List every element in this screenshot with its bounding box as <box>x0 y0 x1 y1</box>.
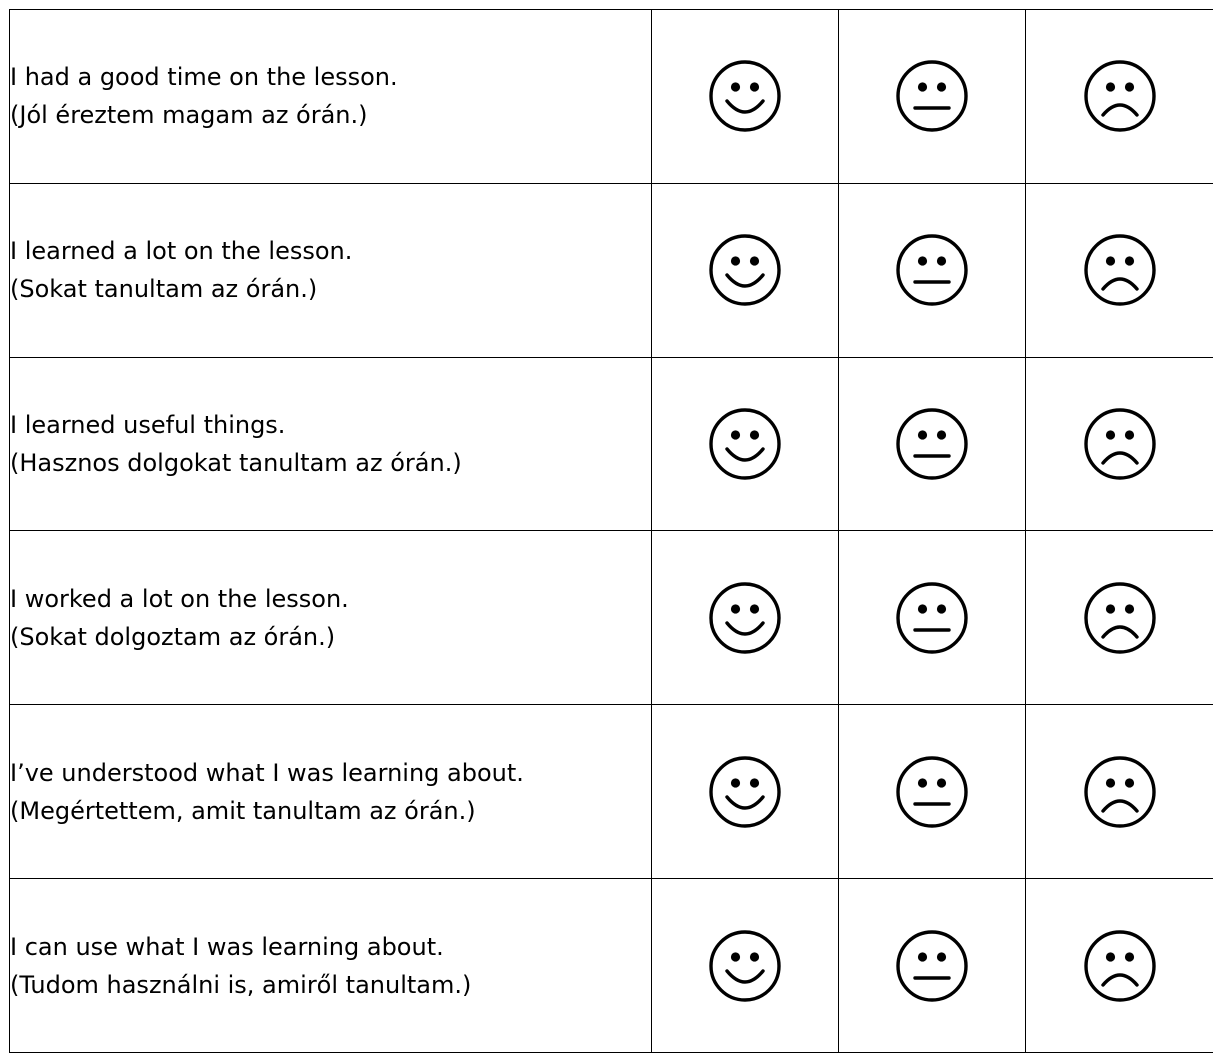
rating-cell-sad[interactable] <box>1026 879 1213 1053</box>
table-row <box>10 183 1213 357</box>
rating-cell-happy[interactable] <box>652 183 839 357</box>
statement-cell <box>10 357 652 531</box>
rating-cell-neutral[interactable] <box>839 183 1026 357</box>
rating-cell-neutral[interactable] <box>839 10 1026 184</box>
rating-cell-sad[interactable] <box>1026 531 1213 705</box>
rating-cell-neutral[interactable] <box>839 879 1026 1053</box>
feedback-sheet <box>9 9 1213 1053</box>
statement-cell <box>10 10 652 184</box>
smiley-face-icon <box>708 755 782 829</box>
table-row <box>10 357 1213 531</box>
rating-cell-happy[interactable] <box>652 531 839 705</box>
neutral-face-icon <box>895 929 969 1003</box>
statement-english: I had a good time on the lesson. <box>10 63 398 92</box>
sad-face-icon <box>1083 59 1157 133</box>
statement-english: I can use what I was learning about. <box>10 932 444 961</box>
rating-cell-happy[interactable] <box>652 10 839 184</box>
table-row <box>10 879 1213 1053</box>
neutral-face-icon <box>895 755 969 829</box>
smiley-face-icon <box>708 929 782 1003</box>
neutral-face-icon <box>895 581 969 655</box>
smiley-face-icon <box>708 407 782 481</box>
statement-hungarian: (Tudom használni is, amiről tanultam.) <box>10 970 472 999</box>
statement-cell <box>10 879 652 1053</box>
statement-english: I learned a lot on the lesson. <box>10 237 353 266</box>
smiley-face-icon <box>708 59 782 133</box>
rating-cell-sad[interactable] <box>1026 10 1213 184</box>
neutral-face-icon <box>895 59 969 133</box>
statement-english: I’ve understood what I was learning about. <box>10 758 524 787</box>
sad-face-icon <box>1083 233 1157 307</box>
rating-cell-happy[interactable] <box>652 879 839 1053</box>
statement-hungarian: (Jól éreztem magam az órán.) <box>10 101 368 130</box>
statement-cell <box>10 531 652 705</box>
rating-cell-happy[interactable] <box>652 705 839 879</box>
sad-face-icon <box>1083 407 1157 481</box>
statement-hungarian: (Sokat dolgoztam az órán.) <box>10 622 336 651</box>
statement-cell <box>10 183 652 357</box>
statement-hungarian: (Hasznos dolgokat tanultam az órán.) <box>10 449 462 478</box>
neutral-face-icon <box>895 407 969 481</box>
rating-cell-neutral[interactable] <box>839 531 1026 705</box>
table-row <box>10 10 1213 184</box>
sad-face-icon <box>1083 581 1157 655</box>
sad-face-icon <box>1083 755 1157 829</box>
statement-cell <box>10 705 652 879</box>
rating-cell-sad[interactable] <box>1026 705 1213 879</box>
table-row <box>10 531 1213 705</box>
rating-cell-neutral[interactable] <box>839 705 1026 879</box>
statement-english: I worked a lot on the lesson. <box>10 584 349 613</box>
smiley-face-icon <box>708 581 782 655</box>
rating-cell-happy[interactable] <box>652 357 839 531</box>
table-row <box>10 705 1213 879</box>
neutral-face-icon <box>895 233 969 307</box>
sad-face-icon <box>1083 929 1157 1003</box>
smiley-face-icon <box>708 233 782 307</box>
table-body <box>10 10 1213 1053</box>
statement-hungarian: (Sokat tanultam az órán.) <box>10 275 318 304</box>
rating-cell-neutral[interactable] <box>839 357 1026 531</box>
self-assessment-table <box>9 9 1213 1053</box>
rating-cell-sad[interactable] <box>1026 183 1213 357</box>
statement-english: I learned useful things. <box>10 411 286 440</box>
rating-cell-sad[interactable] <box>1026 357 1213 531</box>
statement-hungarian: (Megértettem, amit tanultam az órán.) <box>10 796 476 825</box>
